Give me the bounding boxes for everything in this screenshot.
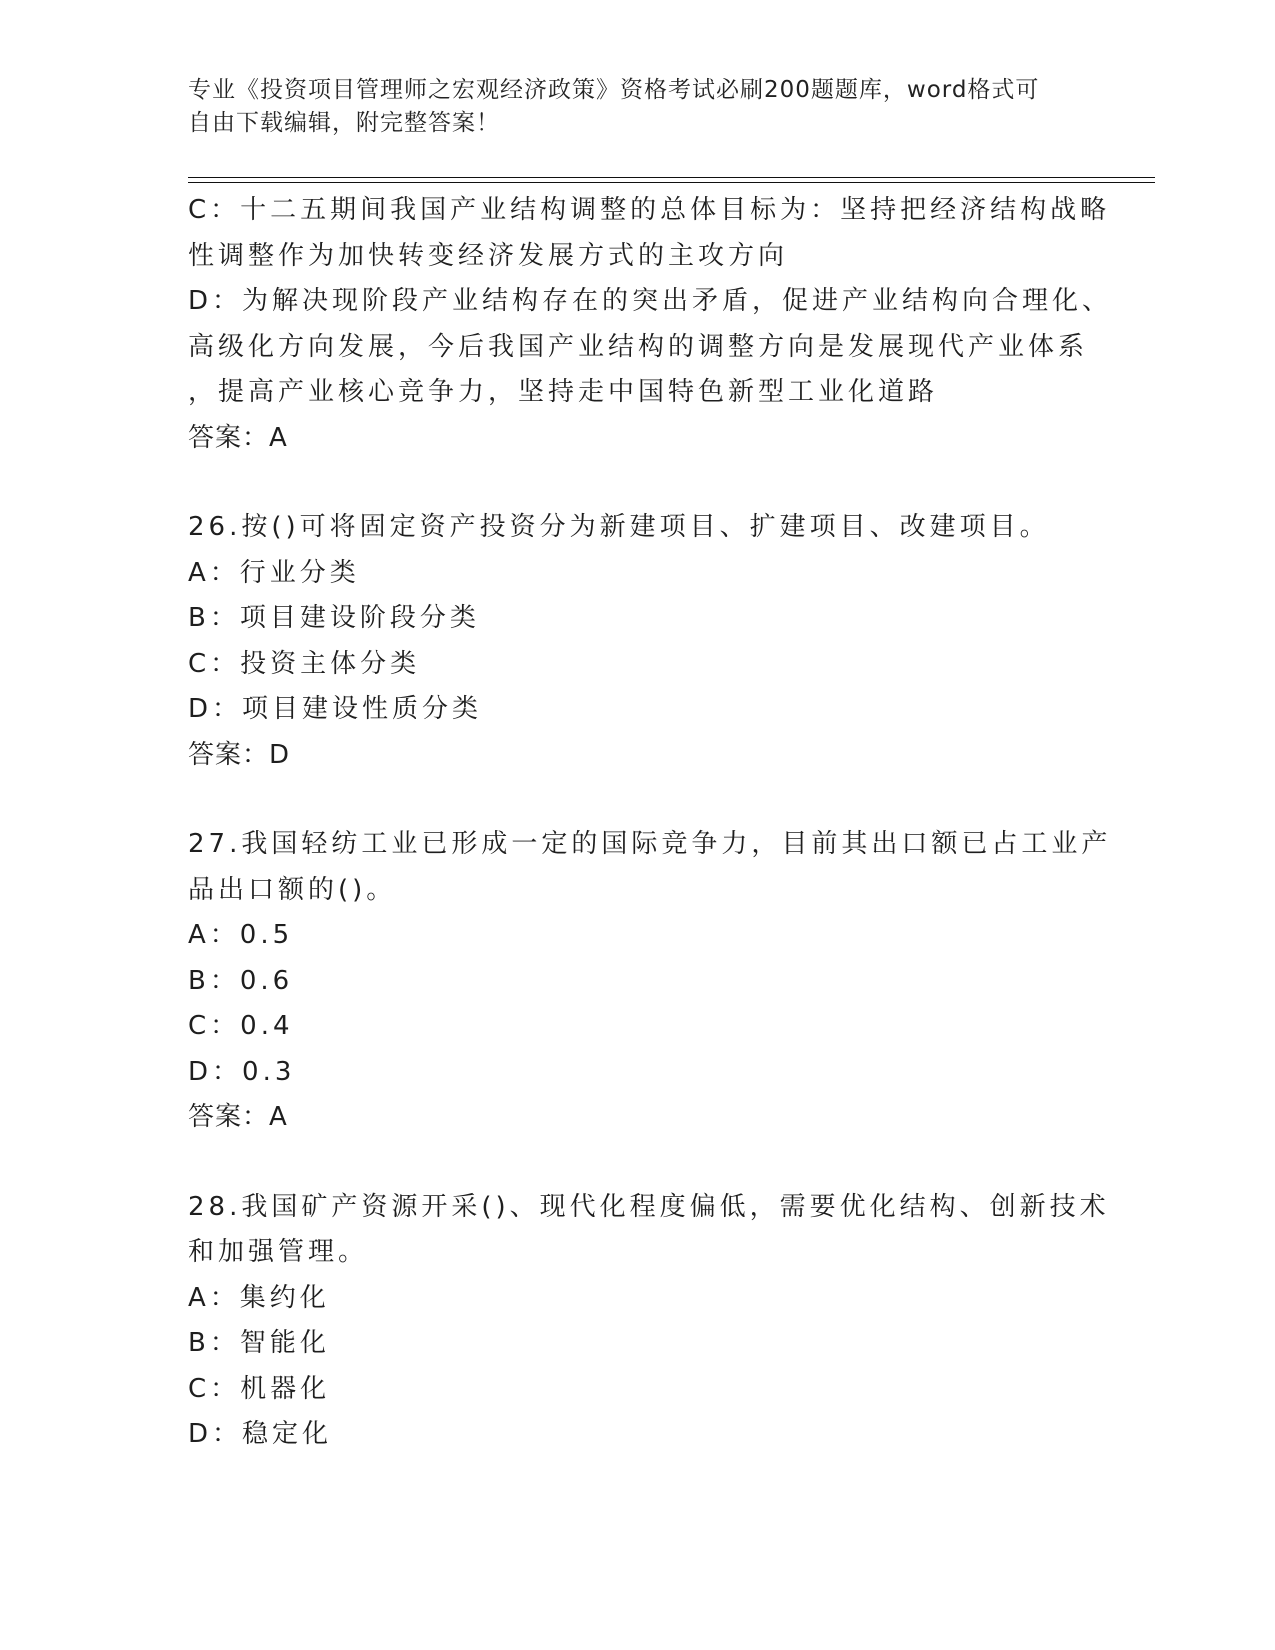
header-line-2: 自由下载编辑，附完整答案！: [188, 110, 500, 136]
question-26: [188, 505, 1088, 778]
document-header: [188, 74, 1068, 140]
q26-option-c: C：投资主体分类: [188, 648, 421, 679]
q26-option-b: B：项目建设阶段分类: [188, 603, 480, 633]
q26-question: 26.按()可将固定资产投资分为新建项目、扩建项目、改建项目。: [188, 512, 1050, 542]
q28-question-line-1: 28.我国矿产资源开采()、现代化程度偏低，需要优化结构、创新技术: [188, 1191, 1110, 1222]
q26-option-a: A：行业分类: [188, 557, 360, 588]
q28-option-b: B：智能化: [188, 1328, 330, 1358]
q25-answer: 答案：A: [188, 422, 288, 453]
q25-option-c-line-1: C：十二五期间我国产业结构调整的总体目标为：坚持把经济结构战略: [188, 195, 1111, 225]
question-28: [188, 1185, 1110, 1458]
question-list: [188, 188, 1113, 1458]
q25-option-d-line-1: D：为解决现阶段产业结构存在的突出矛盾，促进产业结构向合理化、: [188, 286, 1113, 316]
q28-option-d: D：稳定化: [188, 1419, 333, 1449]
q27-answer: 答案：A: [188, 1102, 288, 1132]
q25-option-d-line-2: 高级化方向发展，今后我国产业结构的调整方向是发展现代产业体系: [188, 331, 1089, 362]
q27-option-d: D：0.3: [188, 1056, 296, 1087]
q26-answer: 答案：D: [188, 739, 291, 770]
q28-option-a: A：集约化: [188, 1282, 330, 1313]
q27-question-line-2: 品出口额的()。: [188, 874, 397, 905]
spacer: [188, 778, 1088, 822]
q25-option-c-line-2: 性调整作为加快转变经济发展方式的主攻方向: [188, 240, 789, 271]
spacer: [188, 461, 1088, 505]
header-divider-bottom: [188, 182, 1155, 183]
header-line-1: 专业《投资项目管理师之宏观经济政策》资格考试必刷200题题库，word格式可: [188, 77, 1040, 103]
spacer: [188, 1141, 1088, 1185]
question-27: [188, 822, 1112, 1141]
q27-option-b: B：0.6: [188, 965, 294, 996]
q28-question-line-2: 和加强管理。: [188, 1237, 369, 1267]
q27-question-line-1: 27.我国轻纺工业已形成一定的国际竞争力，目前其出口额已占工业产: [188, 829, 1112, 859]
q26-option-d: D：项目建设性质分类: [188, 694, 483, 724]
q27-option-c: C：0.4: [188, 1011, 294, 1041]
q27-option-a: A：0.5: [188, 920, 294, 950]
header-divider-top: [188, 177, 1155, 178]
question-25-continued: [188, 188, 1113, 461]
q25-option-d-line-3: ，提高产业核心竞争力，坚持走中国特色新型工业化道路: [188, 377, 939, 407]
q28-option-c: C：机器化: [188, 1373, 331, 1404]
